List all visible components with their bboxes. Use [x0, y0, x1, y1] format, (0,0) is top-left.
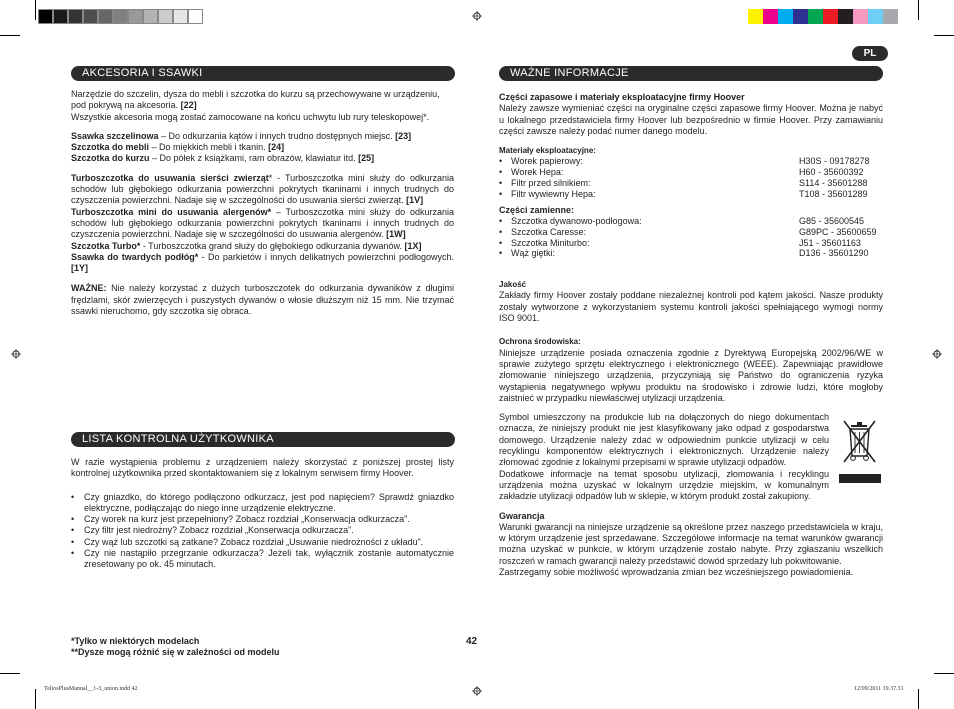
- quality-text: Zakłady firmy Hoover zostały poddane niezależnej kontroli pod kątem jakości. Nasze produkty zostały wytworzone z wykorzystaniem systemu kontroli jakości spełniającego wymogi normy ISO 9001.: [499, 290, 883, 324]
- checklist-intro: W razie wystąpienia problemu z urządzeniem należy skorzystać z poniższej prostej listy kontrolnej użytkownika przed skontaktowaniem się z lokalnym serwisem firmy Hoover.: [71, 457, 454, 479]
- parts-text: Należy zawsze wymieniać części na oryginalne części zapasowe firmy Hoover. Można je nabyć u lokalnego przedstawiciela firmy Hoover lub bezpośrednio w firmie Hoover. Przy zamawianiu części zawsze należy podać numer danego modelu.: [499, 103, 883, 136]
- crop-mark: [35, 0, 36, 20]
- list-item: • Czy filtr jest niedrożny? Zobacz rozdział „Konserwacja odkurzacza”.: [71, 525, 454, 536]
- gray-swatch: [83, 9, 98, 24]
- gray-swatch: [173, 9, 188, 24]
- gray-swatch: [113, 9, 128, 24]
- warranty-note: Zastrzegamy sobie możliwość wprowadzania zmian bez wcześniejszego powiadomienia.: [499, 566, 854, 577]
- warranty-text: Warunki gwarancji na niniejsze urządzenie są określone przez naszego przedstawiciela w kraju, w którym urządzenie jest sprzedawane. Szczegółowe informacje na temat warunków gwarancji można uzyskać w punkcie, w którym urządzenie zostało nabyte. Przy zgłaszaniu wszelkich roszczeń w ramach gwarancji należy przedstawić dowód sprzedaży lub pokwitowanie.: [499, 521, 883, 566]
- crop-mark: [918, 689, 919, 709]
- gray-swatch: [128, 9, 143, 24]
- list-item: • Szczotka dywanowo-podłogowa: G85 - 35600545: [499, 215, 865, 226]
- footnotes: [71, 636, 431, 659]
- color-swatch: [838, 9, 853, 24]
- color-swatch: [763, 9, 778, 24]
- accessories-intro: Narzędzie do szczelin, dysza do mebli i szczotka do kurzu są przechowywane w urządzeniu, pod pokrywą na akcesoria. [22]: [71, 89, 440, 111]
- crop-mark: [934, 35, 954, 36]
- gray-swatch: [98, 9, 113, 24]
- quality-heading: Jakość: [499, 280, 527, 290]
- list-item: • Szczotka Miniturbo: J51 - 35601163: [499, 237, 861, 248]
- footnote: *Tylko w niektórych modelach: [71, 636, 200, 646]
- gray-swatch: [143, 9, 158, 24]
- crop-mark: [918, 0, 919, 20]
- list-item: • Czy gniazdko, do którego podłączono odkurzacz, jest pod napięciem? Sprawdź gniazdko elektryczne, podłączając do niego inne urządzenie elektryczne.: [71, 492, 454, 515]
- environment-text: Niniejsze urządzenie posiada oznaczenia zgodnie z Dyrektywą Europejską 2002/96/WE w sprawie zużytego sprzętu elektrycznego i elektronicznego (WEEE). Zapewniając prawidłowe złomowanie niniejszego urządzenia, przyczyniają się Państwo do ograniczenia ryzyka wystąpienia negatywnego wpływu produktu na środowisko i zdrowie ludzi, które mogłoby zaistnieć w przypadku niewłaściwej utylizacji urządzenia.: [499, 347, 883, 403]
- list-item: • Szczotka Caresse: G89PC - 35600659: [499, 226, 877, 237]
- crop-mark: [35, 689, 36, 709]
- consumables-list: [499, 156, 883, 199]
- accessories-intro-2: Wszystkie akcesoria mogą zostać zamocowane na końcu uchwytu lub rury teleskopowej*.: [71, 111, 430, 122]
- print-date: 12/09/2011 19.37.31: [854, 686, 904, 692]
- crop-mark: [0, 35, 20, 36]
- checklist-section: [71, 457, 454, 571]
- gray-swatch: [68, 9, 83, 24]
- registration-mark-icon: [472, 11, 482, 21]
- list-item: • Filtr wywiewny Hepa: T108 - 35601289: [499, 188, 868, 199]
- spares-list: [499, 216, 883, 259]
- warranty-heading: Gwarancja: [499, 510, 545, 521]
- environment-heading: Ochrona środowiska:: [499, 337, 581, 347]
- important-info-section: [499, 92, 883, 578]
- page-number: 42: [466, 636, 478, 647]
- crop-mark: [0, 673, 20, 674]
- turbo-brush-pet: Turboszczotka do usuwania sierści zwierząt* - Turboszczotka mini służy do odkurzania schodów lub głębokiego odkurzania powierzchni pokrytych tkaninami i innych trudnych do czyszczenia powierzchni. Nadaje się w szczególności do usuwania sierści zwierząt. [1V]: [71, 172, 454, 206]
- color-swatch: [868, 9, 883, 24]
- color-swatch: [823, 9, 838, 24]
- list-item: • Wąż giętki: D136 - 35601290: [499, 248, 869, 259]
- checklist-list: [71, 492, 454, 571]
- language-badge: PL: [852, 46, 888, 61]
- color-swatch: [808, 9, 823, 24]
- spares-heading: Części zamienne:: [499, 204, 575, 215]
- important-info-title: WAŻNE INFORMACJE: [499, 66, 883, 81]
- gray-swatch: [53, 9, 68, 24]
- gray-swatch: [188, 9, 203, 24]
- turbo-brush-allergy: Turboszczotka mini do usuwania alergenów* – Turboszczotka mini służy do odkurzania schodów lub głębokiego odkurzania powierzchni pokrytych tkaninami i innych trudnych do czyszczenia powierzchni. Nadaje się w szczególności do usuwania alergenów. [1W]: [71, 206, 454, 240]
- crop-mark: [934, 673, 954, 674]
- accessories-section-title: AKCESORIA I SSAWKI: [71, 66, 455, 81]
- color-swatch: [853, 9, 868, 24]
- list-item: • Worek papierowy: H30S - 09178278: [499, 156, 870, 167]
- accessory-item: Szczotka do kurzu – Do półek z książkami, ram obrazów, klawiatur itd. [25]: [71, 153, 375, 164]
- registration-mark-icon: [932, 349, 942, 359]
- gray-swatch: [38, 9, 53, 24]
- file-slug: TeliosPlusManual__1-3_union.indd 42: [44, 686, 138, 692]
- list-item: • Czy worek na kurz jest przepełniony? Zobacz rozdział „Konserwacja odkurzacza”.: [71, 514, 454, 525]
- warning-note: WAŻNE: Nie należy korzystać z dużych turboszczotek do odkurzania dywaników z długimi frędzlami, skór zwierzęcych i puszystych dywanów o włosie dłuższym niż 15 mm. Nie trzymać ssawki nieruchomo, gdy szczotka się obraca.: [71, 283, 454, 317]
- accessories-section: [71, 89, 454, 317]
- color-swatch: [793, 9, 808, 24]
- list-item: • Filtr przed silnikiem: S114 - 35601288: [499, 178, 868, 189]
- color-swatch: [778, 9, 793, 24]
- registration-mark-icon: [472, 686, 482, 696]
- list-item: • Czy wąż lub szczotki są zatkane? Zobacz rozdział „Usuwanie niedrożności z układu”.: [71, 537, 454, 548]
- list-item: • Czy nie nastąpiło przegrzanie odkurzacza? Jeżeli tak, wyłącznik zostanie automatycznie zresetowany po ok. 45 minutach.: [71, 548, 454, 571]
- parts-heading: Części zapasowe i materiały eksploatacyjne firmy Hoover: [499, 92, 745, 102]
- registration-mark-icon: [11, 349, 21, 359]
- weee-bin-icon: [839, 418, 881, 486]
- color-swatch: [883, 9, 898, 24]
- list-item: • Worek Hepa: H60 - 35600392: [499, 167, 864, 178]
- accessory-item: Ssawka szczelinowa – Do odkurzania kątów i innych trudno dostępnych miejsc. [23]: [71, 130, 412, 141]
- consumables-heading: Materiały eksploatacyjne:: [499, 146, 596, 156]
- weee-disposal-text: Dodatkowe informacje na temat sposobu utylizacji, złomowania i recyklingu urządzenia można uzyskać w lokalnym urzędzie miejskim, w komunalnym zakładzie utylizacji odpadów lub w sklepie, w którym produkt został zakupiony.: [499, 468, 829, 502]
- footnote: **Dysze mogą różnić się w zależności od modelu: [71, 647, 280, 658]
- color-swatch: [748, 9, 763, 24]
- turbo-brush-grand: Szczotka Turbo* - Turboszczotka grand służy do głębokiego odkurzania dywanów. [1X]: [71, 240, 422, 251]
- gray-swatch: [158, 9, 173, 24]
- checklist-section-title: LISTA KONTROLNA UŻYTKOWNIKA: [71, 432, 455, 447]
- hard-floor-nozzle: Ssawka do twardych podłóg* - Do parkietów i innych delikatnych powierzchni podłogowych. [1Y]: [71, 251, 455, 274]
- accessory-item: Szczotka do mebli – Do miękkich mebli i tkanin. [24]: [71, 142, 285, 153]
- weee-symbol-text: Symbol umieszczony na produkcie lub na dołączonych do niego dokumentach oznacza, że niniejszy produkt nie jest klasyfikowany jako odpad z gospodarstwa domowego. Urządzenie należy zdać w odpowiednim punkcie utylizacji w celu recyklingu komponentów elektrycznych i elektronicznych. Urządzenie należy złomować zgodnie z lokalnymi przepisami w sprawie utylizacji odpadów.: [499, 412, 829, 468]
